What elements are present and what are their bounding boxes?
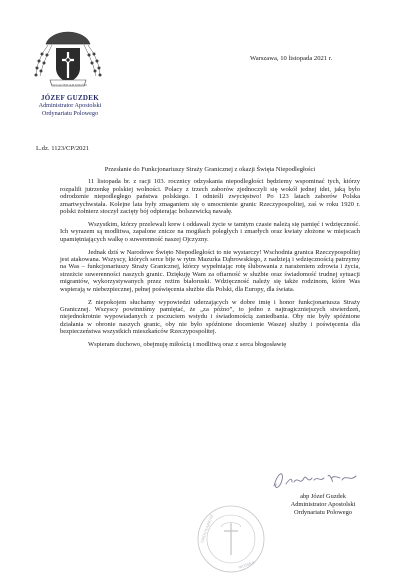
place-date: Warszawa, 10 listopada 2021 r. bbox=[250, 55, 333, 62]
sender-office: Ordynariatu Polowego bbox=[41, 109, 99, 117]
closing-line: Wspieram duchowo, obejmuję miłością i modlitwą oraz z serca błogosławię bbox=[88, 341, 287, 349]
letter-subject: Przesłanie do Funkcjonariuszy Straży Granicznej z okazji Święta Niepodległości bbox=[104, 166, 316, 173]
stamp-seal-icon bbox=[195, 503, 267, 575]
sender-name: JÓZEF GUZDEK bbox=[41, 94, 99, 102]
handwritten-signature-icon bbox=[270, 466, 362, 494]
svg-text:WOJSKA: WOJSKA bbox=[237, 559, 256, 570]
signatory-title: Administrator Apostolski bbox=[290, 500, 356, 508]
signature-block bbox=[278, 493, 368, 516]
signatory-name: abp Józef Guzdek bbox=[300, 493, 346, 500]
signatory-office: Ordynariatu Polowego bbox=[293, 508, 353, 516]
reference-number: L.dz. 1123/CP/2021 bbox=[36, 145, 90, 152]
sender-block bbox=[30, 94, 110, 117]
paragraph-4: Z niepokojem słuchamy wypowiedzi uderzających w dobre imię i honor funkcjonariusza Straży Granicznej. Wszyscy powinniśmy pamiętać, że „za późno”, to jedno z najtragiczniejszych stwierdzeń, niejednokrotnie wypowiadanych z poczuciem wstydu i świadomością zaniedbania. Oby nie były spóźnione działania w obronie naszych granic, oby nie było spóźnione docenienie Waszej służby i poświęcenia dla bezpieczeństwa wszystkich mieszkańców Rzeczypospolitej. bbox=[60, 298, 360, 336]
paragraph-2: Wszystkim, którzy przelewali krew i oddawali życie w tamtym czasie należą się pamięć i wdzięczność. Ich wyrazem są modlitwa, zapalone znicze na mogiłach poległych i zmarłych oraz kwiaty złożone w miejscach upamiętniających walkę o suwerenność naszej Ojczyzny. bbox=[60, 220, 360, 243]
paragraph-3: Jednak dziś w Narodowe Święto Niepodległości to nie wystarczy! Wschodnia granica Rzeczypospolitej jest atakowana. Wszyscy, których serce bije w rytm Mazurka Dąbrowskiego, z nadzieją i wdzięcznością patrzymy na Was – funkcjonariuszy Straży Granicznej, którzy wypełniając rotę ślubowania z narażeniem zdrowia i życia, strzeżcie suwerenności naszych granic. Dziękuję Wam za ofiarność w służbie oraz świadomość trudnej sytuacji migrantów, wykorzystywanych przez reżim białoruski. Wdzięczność należy się także rodzinom, które Was wspierają w niebezpiecznej, pełnej poświęcenia służbie dla Polski, dla Europy, dla świata. bbox=[60, 248, 360, 293]
crest-motto: VIVO AUTEM IAM NON EGO bbox=[50, 84, 88, 87]
letter-body bbox=[60, 166, 360, 349]
sender-title: Administrator Apostolski bbox=[38, 102, 102, 109]
paragraph-1: 11 listopada br. z racji 103. rocznicy odzyskania niepodległości będziemy wspominać tych, którzy rozpalili jutrzenkę polskiej wolności. Polacy z trzech zaborów zjednoczyli się wokół jednej idei, jaką było odrodzenie niepodległego państwa polskiego. I odnieśli zwycięstwo! Po 123 latach zaborów Polska zmartwychwstała. Kolejne lata były zmaganiem się o umocnienie granic Rzeczypospolitej, zaś w roku 1920 r. polski żołnierz stoczył zacięty bój odpierając bolszewicką nawałę. bbox=[60, 178, 360, 216]
svg-text:ORDYNARIUSZ: ORDYNARIUSZ bbox=[199, 513, 215, 544]
